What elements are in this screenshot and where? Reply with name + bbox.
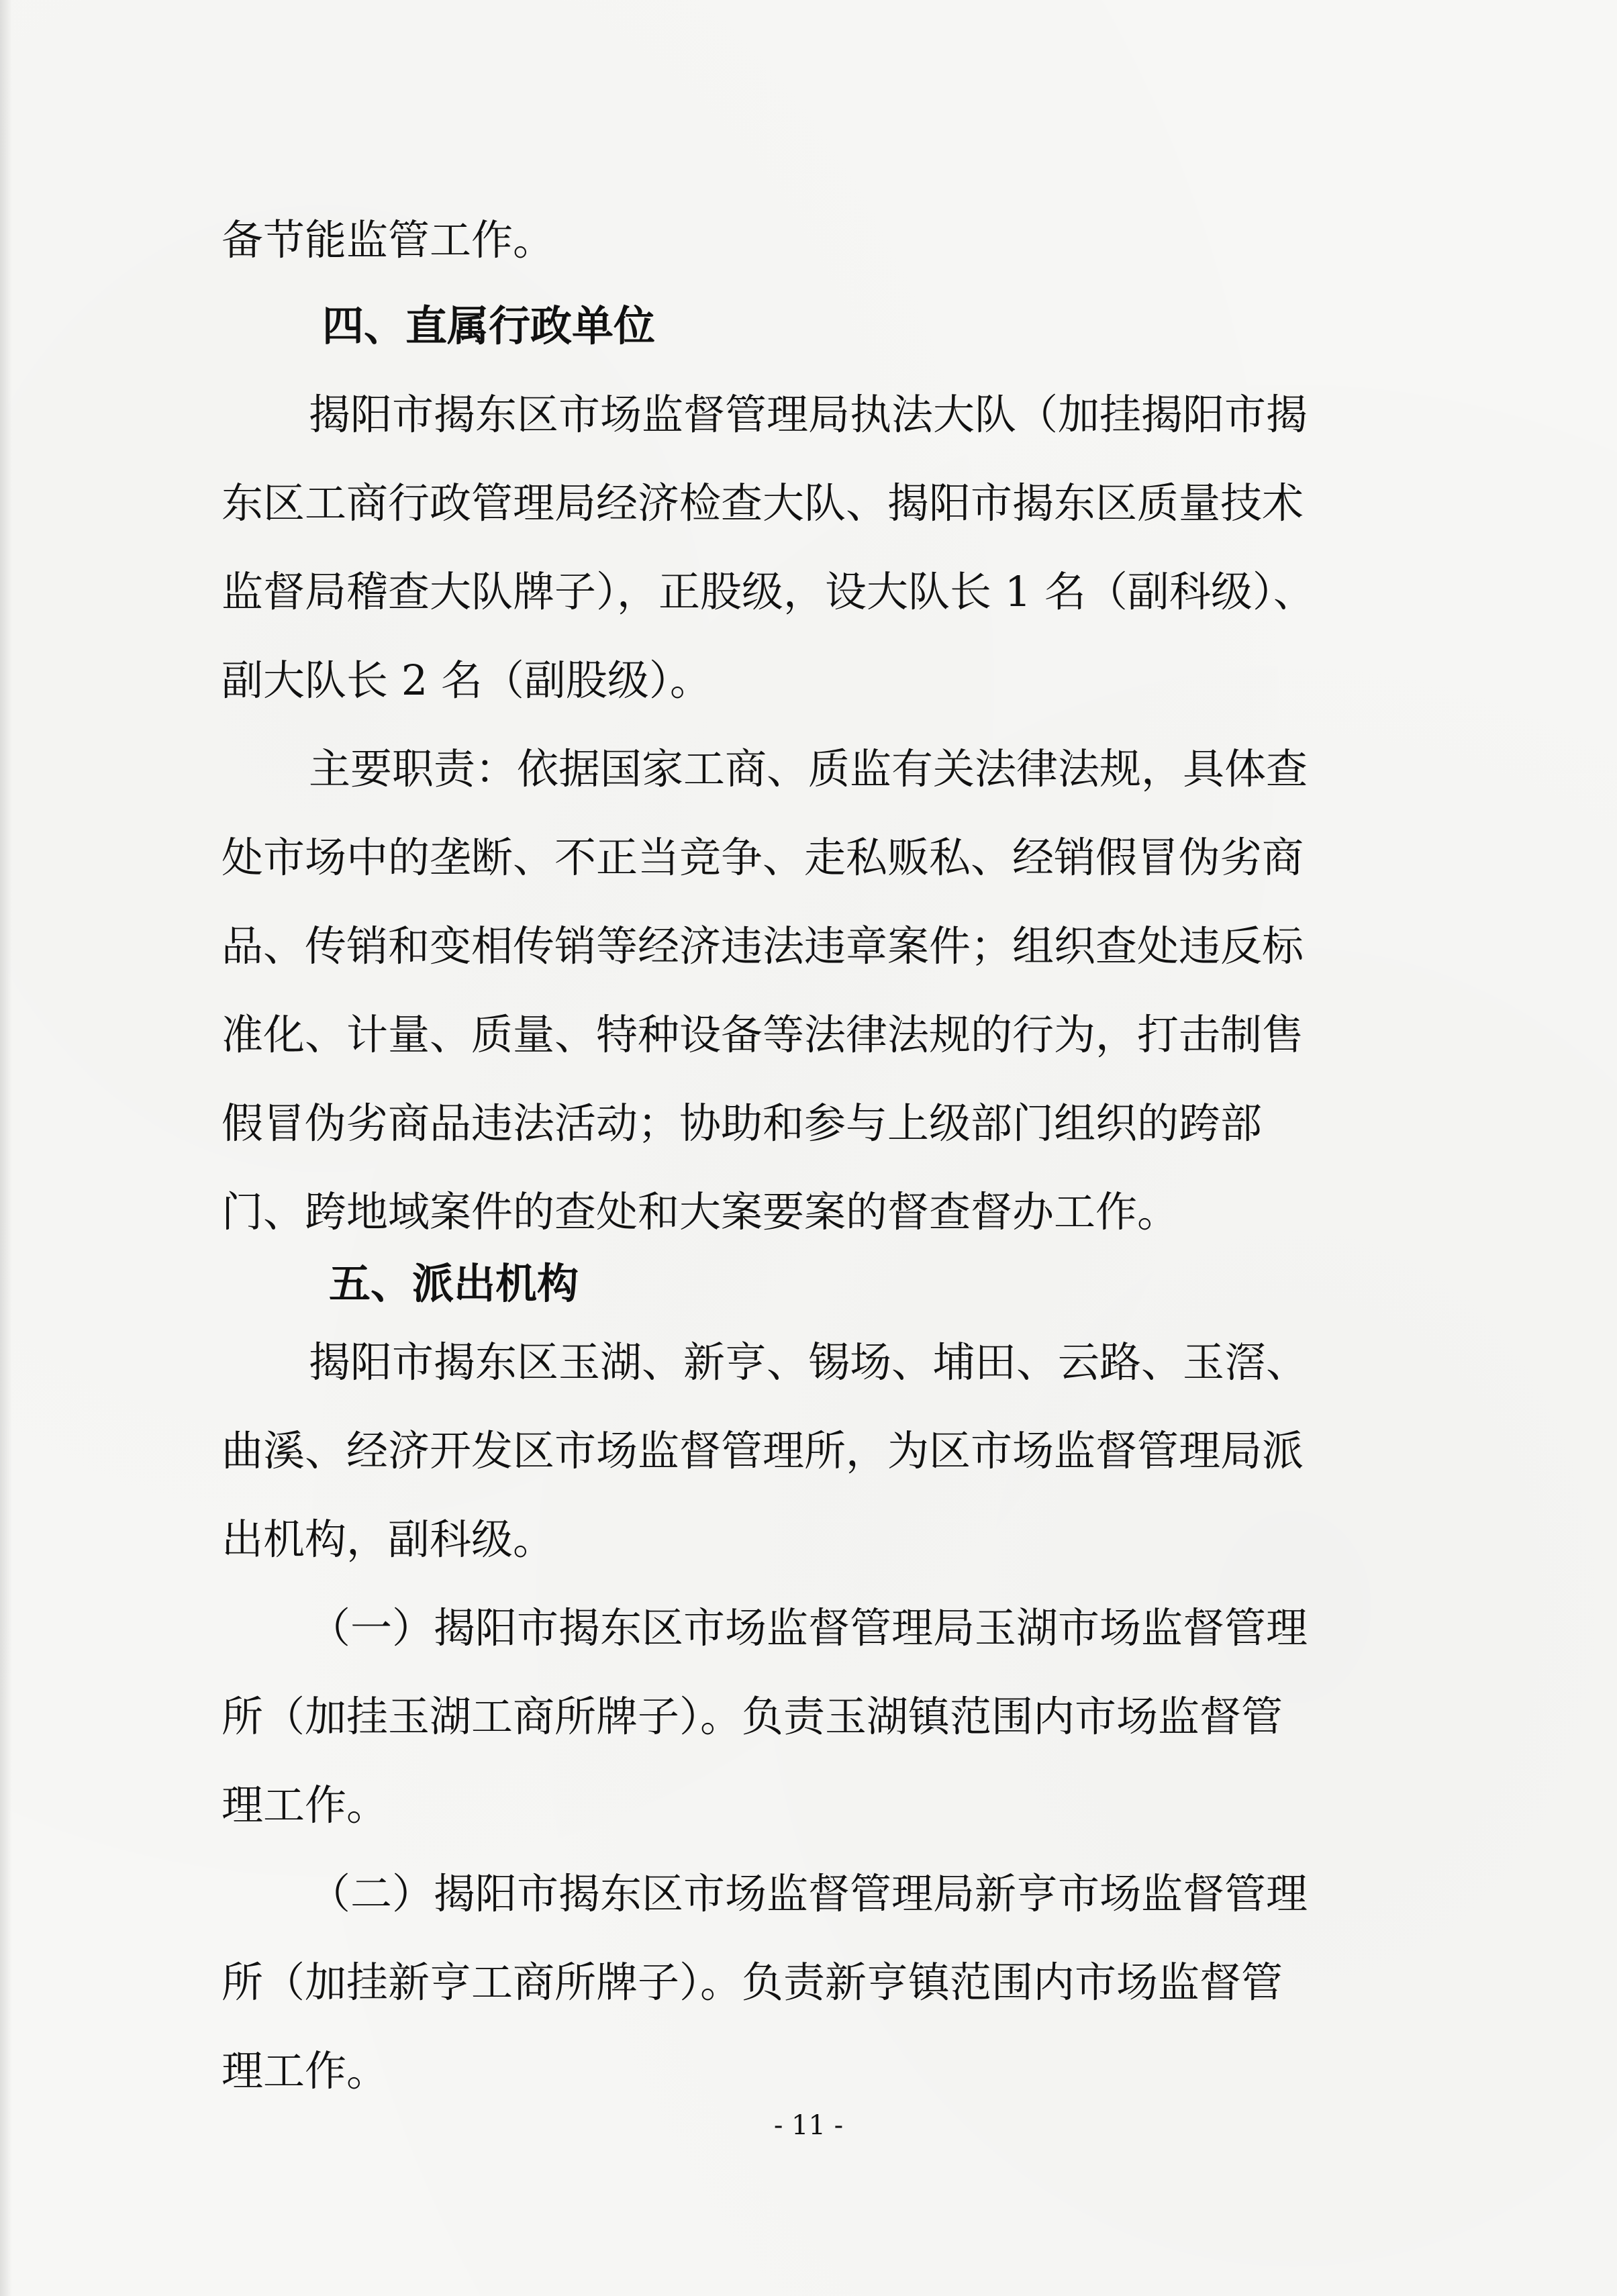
paragraph-line: （二）揭阳市揭东区市场监督管理局新亨市场监督管理 — [309, 1869, 1308, 1918]
section-heading: 四、直属行政单位 — [322, 301, 656, 350]
paragraph-line: 东区工商行政管理局经济检查大队、揭阳市揭东区质量技术 — [222, 479, 1304, 528]
paragraph-line: 理工作。 — [222, 2046, 389, 2095]
paragraph-line: 出机构，副科级。 — [222, 1515, 555, 1564]
paragraph-line: 曲溪、经济开发区市场监督管理所，为区市场监督管理局派 — [222, 1426, 1304, 1475]
paragraph-line: 处市场中的垄断、不正当竞争、走私贩私、经销假冒伪劣商 — [222, 833, 1304, 882]
paragraph-line: 揭阳市揭东区市场监督管理局执法大队（加挂揭阳市揭 — [309, 390, 1308, 439]
paragraph-line: 备节能监管工作。 — [222, 215, 555, 264]
paragraph-line: 主要职责：依据国家工商、质监有关法律法规，具体查 — [309, 744, 1308, 793]
section-heading: 五、派出机构 — [329, 1259, 579, 1308]
paragraph-line: （一）揭阳市揭东区市场监督管理局玉湖市场监督管理 — [309, 1603, 1308, 1652]
paragraph-line: 揭阳市揭东区玉湖、新亨、锡场、埔田、云路、玉滘、 — [309, 1338, 1308, 1387]
paragraph-line: 准化、计量、质量、特种设备等法律法规的行为，打击制售 — [222, 1010, 1304, 1059]
paragraph-line: 品、传销和变相传销等经济违法违章案件；组织查处违反标 — [222, 921, 1304, 970]
paragraph-line: 副大队长 2 名（副股级）。 — [222, 656, 712, 705]
page-number: - 11 - — [773, 2110, 844, 2141]
paragraph-line: 所（加挂玉湖工商所牌子）。负责玉湖镇范围内市场监督管 — [222, 1692, 1283, 1741]
scan-edge-shadow — [0, 0, 12, 2296]
paragraph-line: 门、跨地域案件的查处和大案要案的督查督办工作。 — [222, 1187, 1179, 1236]
paragraph-line: 理工作。 — [222, 1781, 389, 1830]
paragraph-line: 监督局稽查大队牌子），正股级，设大队长 1 名（副科级）、 — [222, 567, 1315, 616]
paragraph-line: 所（加挂新亨工商所牌子）。负责新亨镇范围内市场监督管 — [222, 1958, 1283, 2007]
paragraph-line: 假冒伪劣商品违法活动；协助和参与上级部门组织的跨部 — [222, 1099, 1263, 1148]
